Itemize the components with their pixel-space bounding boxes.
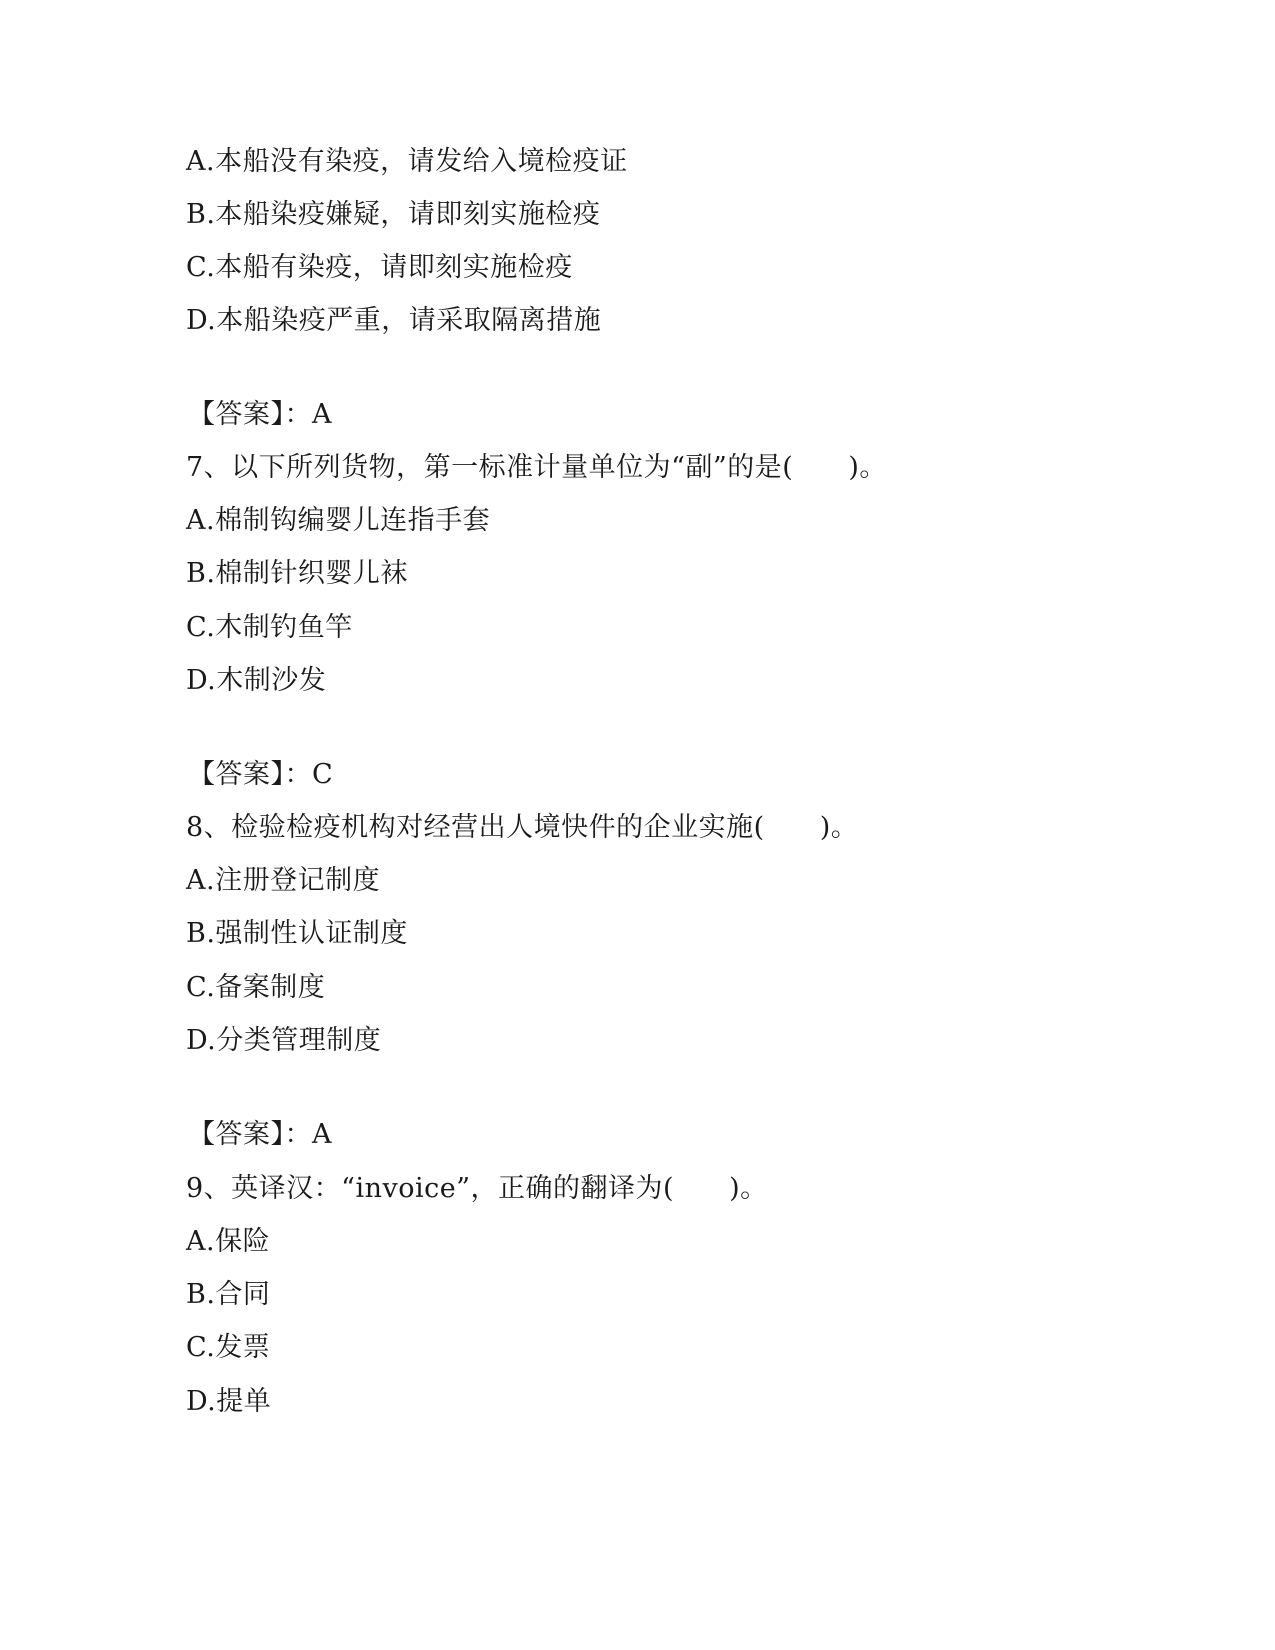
q8-option-c: C.备案制度 (186, 972, 326, 1003)
q6-answer: 【答案】：A (188, 399, 332, 430)
q8-option-b: B.强制性认证制度 (186, 918, 408, 949)
q7-stem: 7、以下所列货物，第一标准计量单位为“副”的是( )。 (186, 452, 887, 483)
q6-option-c: C.本船有染疫，请即刻实施检疫 (186, 252, 573, 283)
q9-option-c: C.发票 (186, 1332, 271, 1363)
q9-option-d: D.提单 (186, 1386, 272, 1417)
q8-option-d: D.分类管理制度 (186, 1025, 382, 1056)
q6-option-d: D.本船染疫严重，请采取隔离措施 (186, 305, 602, 336)
q7-option-a: A.棉制钩编婴儿连指手套 (186, 505, 491, 536)
q6-option-a: A.本船没有染疫，请发给入境检疫证 (186, 146, 628, 177)
q8-option-a: A.注册登记制度 (186, 865, 381, 896)
q7-option-b: B.棉制针织婴儿袜 (186, 558, 408, 589)
q6-option-b: B.本船染疫嫌疑，请即刻实施检疫 (186, 199, 601, 230)
q9-option-b: B.合同 (186, 1279, 271, 1310)
q7-option-c: C.木制钓鱼竿 (186, 612, 353, 643)
q8-stem: 8、检验检疫机构对经营出人境快件的企业实施( )。 (186, 812, 859, 843)
q7-answer: 【答案】：C (188, 759, 334, 790)
q7-option-d: D.木制沙发 (186, 665, 327, 696)
q9-option-a: A.保险 (186, 1226, 271, 1257)
q9-stem: 9、英译汉：“invoice”，正确的翻译为( )。 (186, 1173, 768, 1204)
q8-answer: 【答案】：A (188, 1119, 332, 1150)
